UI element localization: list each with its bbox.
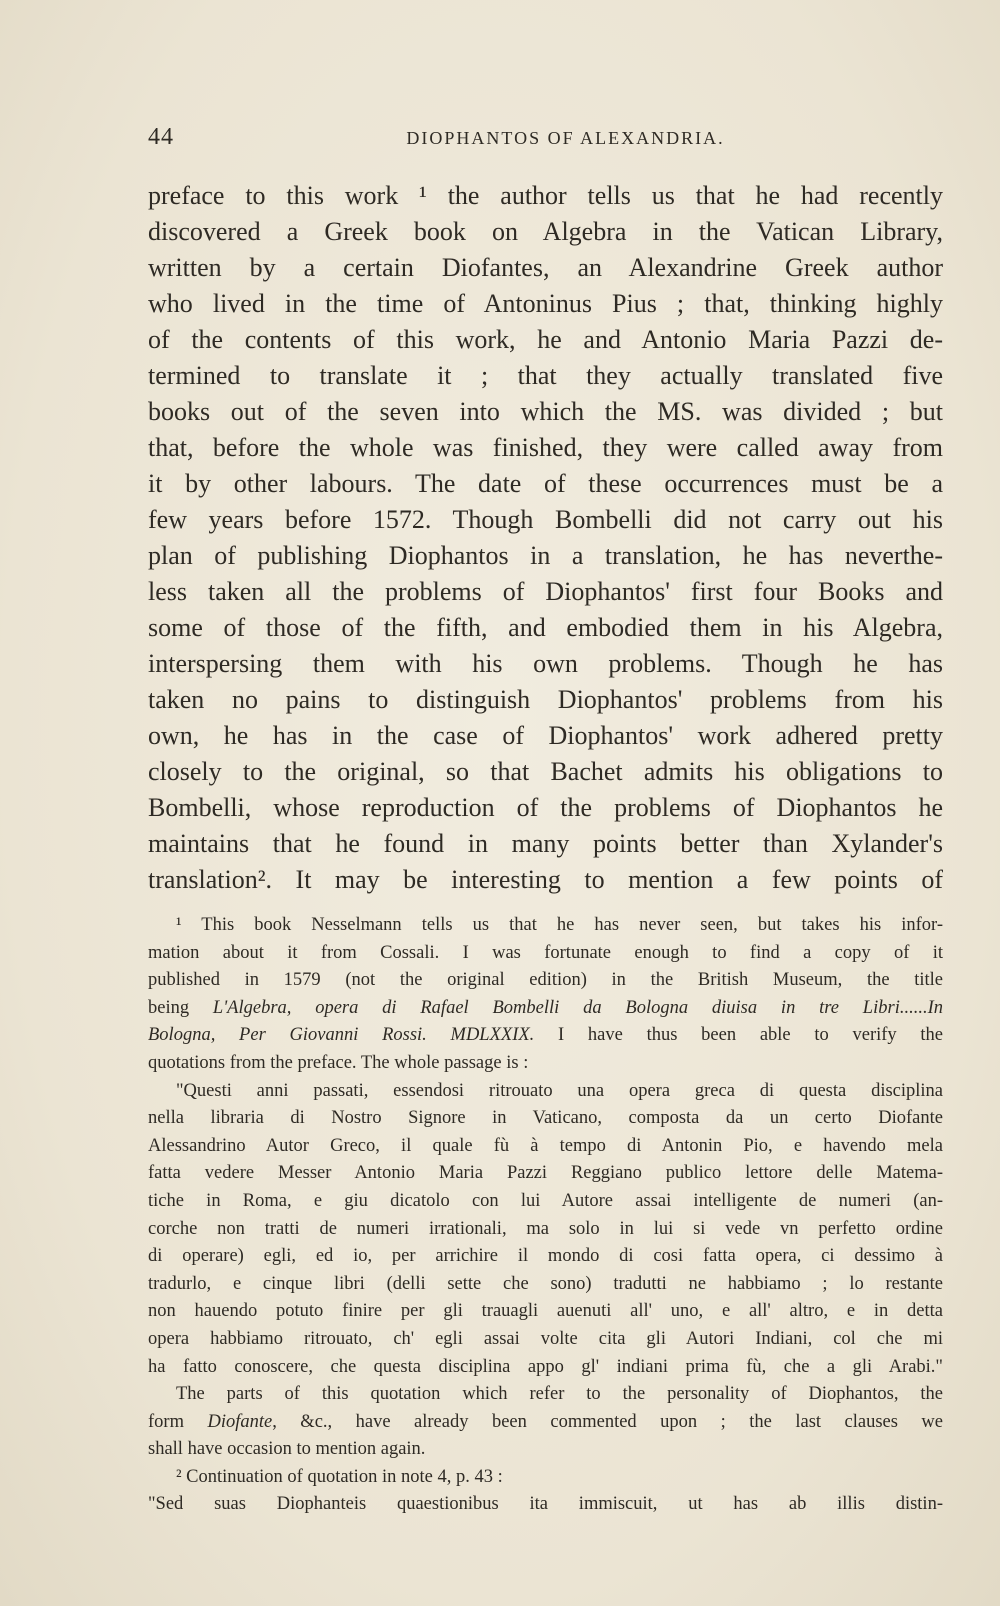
quotation-line: ha fatto conoscere, che questa disciplina appo gl' indiani prima fù, che a gli Arabi." [148,1356,943,1377]
footnote-line: mation about it from Cossali. I was fortunate enough to find a copy of it [148,942,943,963]
footnote-1 [148,912,943,1078]
running-head: DIOPHANTOS OF ALEXANDRIA. [406,128,725,148]
text-line: translation². It may be interesting to mention a few points of [148,865,943,894]
text-line: less taken all the problems of Diophantos' first four Books and [148,577,943,606]
text-line: some of those of the fifth, and embodied them in his Algebra, [148,613,943,642]
quotation-line: tiche in Roma, e giu dicatolo con lui Autore assai intelligente de numeri (an- [148,1190,943,1211]
text-line: that, before the whole was finished, they were called away from [148,433,943,462]
quotation-line: tradurlo, e cinque libri (delli sette che sono) tradutti ne habbiamo ; lo restante [148,1273,943,1294]
book-title-italic: L'Algebra, opera di Rafael Bombelli da Bologna diuisa in tre Libri......In [212,997,943,1018]
text-line: maintains that he found in many points better than Xylander's [148,829,943,858]
quotation-line: corche non tratti de numeri irrationali, ma solo in lui si vede vn perfetto ordine [148,1218,943,1239]
main-text [148,178,943,898]
text-line: closely to the original, so that Bachet admits his obligations to [148,757,943,786]
quotation-line: di operare) egli, ed io, per arrichire il mondo di cosi fatta opera, ci dessimo à [148,1246,943,1267]
quotation-line: fatta vedere Messer Antonio Maria Pazzi Reggiano publico lettore delle Matema- [148,1163,943,1184]
footnote-line: "Sed suas Diophanteis quaestionibus ita immiscuit, ut has ab illis distin- [148,1494,943,1515]
text-line: discovered a Greek book on Algebra in the Vatican Library, [148,217,943,246]
footnote-line [148,995,943,1023]
book-imprint-italic: Bologna, Per Giovanni Rossi. MDLXXIX. [148,1025,535,1046]
footnote-line: published in 1579 (not the original edition) in the British Museum, the title [148,970,943,991]
text-line: preface to this work ¹ the author tells us that he had recently [148,181,943,210]
page-number: 44 [148,124,174,150]
quotation-line: Alessandrino Autor Greco, il quale fù à tempo di Antonin Pio, e havendo mela [148,1135,943,1156]
text-line: it by other labours. The date of these occurrences must be a [148,469,943,498]
text-line: taken no pains to distinguish Diophantos' problems from his [148,685,943,714]
footnote-line: The parts of this quotation which refer to the personality of Diophantos, the [176,1384,943,1405]
footnote-text: , &c., have already been commented upon ; the last clauses we [272,1411,943,1432]
footnote-commentary [148,1381,943,1464]
footnote-text: form [148,1411,208,1432]
quotation-line: non hauendo potuto finire per gli trauagli auenuti all' uno, e all' altro, e in detta [148,1301,943,1322]
text-line: few years before 1572. Though Bombelli did not carry out his [148,505,943,534]
footnotes [148,912,943,1519]
text-line: of the contents of this work, he and Antonio Maria Pazzi de- [148,325,943,354]
footnote-text: I have thus been able to verify the [534,1025,943,1046]
italic-word: Diofante [207,1411,273,1432]
text-line: own, he has in the case of Diophantos' work adhered pretty [148,721,943,750]
footnote-text: being [148,997,213,1018]
footnote-line [148,1409,943,1437]
quotation-line: "Questi anni passati, essendosi ritrouato una opera greca di questa disciplina [176,1080,943,1101]
text-line: who lived in the time of Antoninus Pius ; that, thinking highly [148,289,943,318]
footnote-line: ² Continuation of quotation in note 4, p. 43 : [176,1466,503,1487]
footnote-line: quotations from the preface. The whole passage is : [148,1052,529,1073]
text-line: written by a certain Diofantes, an Alexandrine Greek author [148,253,943,282]
quotation-line: opera habbiamo ritrouato, ch' egli assai volte cita gli Autori Indiani, col che mi [148,1328,943,1349]
footnote-line [148,1022,943,1050]
text-line: books out of the seven into which the MS. was divided ; but [148,397,943,426]
text-line: plan of publishing Diophantos in a translation, he has neverthe- [148,541,943,570]
text-line: Bombelli, whose reproduction of the problems of Diophantos he [148,793,943,822]
text-line: termined to translate it ; that they actually translated five [148,361,943,390]
page-header [148,124,943,154]
text-line: interspersing them with his own problems. Though he has [148,649,943,678]
footnote-line: ¹ This book Nesselmann tells us that he has never seen, but takes his infor- [176,915,943,935]
footnote-2 [148,1464,943,1519]
footnote-line: shall have occasion to mention again. [148,1439,426,1460]
quotation-line: nella libraria di Nostro Signore in Vaticano, composta da un certo Diofante [148,1108,943,1129]
italian-quotation [148,1078,943,1382]
